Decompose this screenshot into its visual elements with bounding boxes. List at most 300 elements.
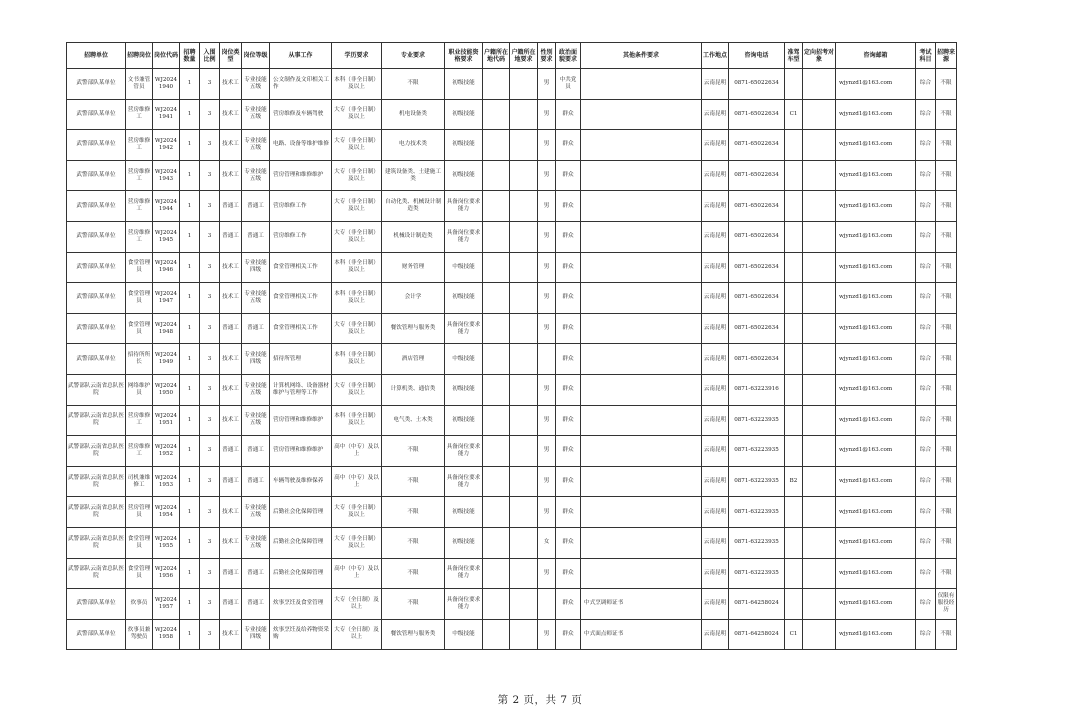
- table-cell: 武警部队云南省总队医院: [67, 527, 126, 558]
- table-cell: [483, 283, 510, 314]
- table-cell: 会计学: [382, 283, 445, 314]
- table-cell: 大专（非全日制）及以上: [332, 374, 382, 405]
- table-cell: 本科（非全日制）及以上: [332, 69, 382, 100]
- table-cell: [803, 283, 836, 314]
- table-cell: [785, 589, 803, 620]
- table-cell: 专业技能四级: [242, 252, 270, 283]
- table-cell: 具备岗位要求能力: [445, 221, 483, 252]
- table-cell: 炊事员兼驾驶员: [126, 619, 153, 650]
- table-cell: 专业技能五级: [242, 69, 270, 100]
- table-row: [67, 558, 957, 589]
- table-cell: [581, 160, 702, 191]
- table-cell: 电力技术类: [382, 130, 445, 161]
- table-cell: B2: [785, 466, 803, 497]
- table-cell: 男: [538, 436, 556, 467]
- table-cell: 男: [538, 191, 556, 222]
- table-cell: 群众: [556, 619, 581, 650]
- table-cell: 1: [180, 160, 200, 191]
- recruitment-table: [66, 42, 957, 650]
- table-cell: 3: [200, 344, 220, 375]
- table-cell: [785, 313, 803, 344]
- table-cell: 男: [538, 466, 556, 497]
- table-cell: 酒店管理: [382, 344, 445, 375]
- table-cell: 大专（非全日制）及以上: [332, 497, 382, 528]
- table-cell: 不限: [936, 69, 957, 100]
- table-cell: [510, 221, 538, 252]
- table-cell: [510, 466, 538, 497]
- table-cell: [785, 283, 803, 314]
- column-header: 岗位代码: [153, 43, 180, 69]
- table-cell: 不限: [936, 466, 957, 497]
- table-cell: 专业技能五级: [242, 160, 270, 191]
- table-cell: [785, 191, 803, 222]
- table-cell: 1: [180, 527, 200, 558]
- table-cell: wjynzd1@163.com: [836, 130, 916, 161]
- table-cell: 男: [538, 313, 556, 344]
- table-cell: [483, 160, 510, 191]
- table-cell: 后勤社会化保障管理: [270, 497, 332, 528]
- table-cell: 武警部队某单位: [67, 191, 126, 222]
- table-cell: [581, 69, 702, 100]
- table-cell: 食堂管理员: [126, 527, 153, 558]
- table-cell: 高中（中专）及以上: [332, 558, 382, 589]
- column-header: 从事工作: [270, 43, 332, 69]
- column-header: 招聘单位: [67, 43, 126, 69]
- table-cell: 技术工: [220, 374, 242, 405]
- table-cell: 3: [200, 252, 220, 283]
- table-cell: 仅限有服役经历: [936, 589, 957, 620]
- table-cell: 招待所管理: [270, 344, 332, 375]
- table-cell: 大专（非全日制）及以上: [332, 99, 382, 130]
- table-cell: 0871-65022634: [729, 69, 785, 100]
- column-header: 岗位类型: [220, 43, 242, 69]
- table-cell: 群众: [556, 160, 581, 191]
- table-cell: [785, 497, 803, 528]
- table-cell: 普通工: [242, 436, 270, 467]
- table-cell: [803, 99, 836, 130]
- table-cell: 食堂管理相关工作: [270, 313, 332, 344]
- table-cell: [510, 589, 538, 620]
- table-cell: 综合: [916, 619, 936, 650]
- table-cell: 0871-65022634: [729, 160, 785, 191]
- table-cell: 云南昆明: [702, 344, 729, 375]
- table-cell: 综合: [916, 99, 936, 130]
- column-header: 入围比例: [200, 43, 220, 69]
- table-cell: 营房管理员: [126, 497, 153, 528]
- table-cell: 3: [200, 283, 220, 314]
- table-cell: 3: [200, 191, 220, 222]
- table-cell: 3: [200, 313, 220, 344]
- table-cell: [510, 436, 538, 467]
- table-cell: 技术工: [220, 69, 242, 100]
- table-cell: 武警部队某单位: [67, 99, 126, 130]
- table-cell: 1: [180, 283, 200, 314]
- table-row: [67, 99, 957, 130]
- table-cell: [785, 436, 803, 467]
- table-cell: 综合: [916, 160, 936, 191]
- table-cell: [510, 344, 538, 375]
- table-cell: 不限: [382, 589, 445, 620]
- table-cell: WJ2024 1943: [153, 160, 180, 191]
- table-cell: 云南昆明: [702, 527, 729, 558]
- table-cell: 大专（非全日制）及以上: [332, 130, 382, 161]
- table-cell: 1: [180, 221, 200, 252]
- table-cell: [510, 130, 538, 161]
- table-cell: 炊事员: [126, 589, 153, 620]
- column-header: 咨询电话: [729, 43, 785, 69]
- table-cell: 0871-63223935: [729, 497, 785, 528]
- table-cell: 武警部队云南省总队医院: [67, 374, 126, 405]
- table-row: [67, 619, 957, 650]
- table-cell: 营房维修及车辆驾驶: [270, 99, 332, 130]
- table-cell: 不限: [936, 374, 957, 405]
- table-cell: [803, 130, 836, 161]
- table-cell: 营房维修工作: [270, 191, 332, 222]
- table-cell: wjynzd1@163.com: [836, 527, 916, 558]
- table-cell: 专业技能五级: [242, 374, 270, 405]
- table-cell: WJ2024 1940: [153, 69, 180, 100]
- table-cell: 本科（非全日制）及以上: [332, 252, 382, 283]
- table-cell: 技术工: [220, 405, 242, 436]
- table-cell: WJ2024 1958: [153, 619, 180, 650]
- table-cell: 初级技能: [445, 283, 483, 314]
- table-cell: 专业技能五级: [242, 405, 270, 436]
- table-cell: 综合: [916, 130, 936, 161]
- table-cell: 1: [180, 99, 200, 130]
- table-cell: 大专（非全日制）及以上: [332, 313, 382, 344]
- table-cell: 炊事烹饪及食堂管理: [270, 589, 332, 620]
- column-header: 定向招考对象: [803, 43, 836, 69]
- table-cell: 云南昆明: [702, 405, 729, 436]
- table-cell: [803, 344, 836, 375]
- table-cell: 招待所所长: [126, 344, 153, 375]
- table-cell: 3: [200, 221, 220, 252]
- table-cell: [483, 252, 510, 283]
- table-cell: 不限: [936, 405, 957, 436]
- column-header: 学历要求: [332, 43, 382, 69]
- table-cell: 武警部队某单位: [67, 252, 126, 283]
- table-cell: 财务管理: [382, 252, 445, 283]
- table-cell: [785, 527, 803, 558]
- table-cell: 云南昆明: [702, 252, 729, 283]
- table-cell: [510, 313, 538, 344]
- table-cell: 3: [200, 558, 220, 589]
- table-cell: [510, 191, 538, 222]
- table-cell: 不限: [382, 69, 445, 100]
- table-cell: 普通工: [220, 313, 242, 344]
- table-cell: 女: [538, 527, 556, 558]
- table-cell: 3: [200, 99, 220, 130]
- table-cell: 综合: [916, 589, 936, 620]
- table-cell: 中级技能: [445, 344, 483, 375]
- table-cell: 普通工: [242, 558, 270, 589]
- table-cell: 云南昆明: [702, 130, 729, 161]
- table-cell: 3: [200, 405, 220, 436]
- table-cell: [785, 344, 803, 375]
- table-cell: 1: [180, 191, 200, 222]
- table-cell: 本科（非全日制）及以上: [332, 283, 382, 314]
- table-cell: 餐饮管理与服务类: [382, 313, 445, 344]
- table-cell: 营房维修工: [126, 221, 153, 252]
- table-cell: [803, 374, 836, 405]
- table-cell: [483, 527, 510, 558]
- table-cell: 普通工: [242, 221, 270, 252]
- table-cell: 0871-65022634: [729, 313, 785, 344]
- table-row: [67, 466, 957, 497]
- table-row: [67, 497, 957, 528]
- table-cell: 群众: [556, 344, 581, 375]
- table-cell: 炊事烹饪及给养物资采购: [270, 619, 332, 650]
- table-cell: [510, 160, 538, 191]
- table-cell: 大专（全日制）及以上: [332, 619, 382, 650]
- table-cell: 初级技能: [445, 99, 483, 130]
- table-cell: 综合: [916, 344, 936, 375]
- table-cell: 云南昆明: [702, 558, 729, 589]
- table-cell: 综合: [916, 69, 936, 100]
- table-cell: WJ2024 1954: [153, 497, 180, 528]
- table-cell: 群众: [556, 283, 581, 314]
- table-row: [67, 221, 957, 252]
- table-cell: wjynzd1@163.com: [836, 99, 916, 130]
- table-cell: 武警部队云南省总队医院: [67, 466, 126, 497]
- table-cell: [510, 283, 538, 314]
- table-cell: C1: [785, 99, 803, 130]
- table-cell: [483, 589, 510, 620]
- table-cell: 初级技能: [445, 497, 483, 528]
- table-cell: wjynzd1@163.com: [836, 221, 916, 252]
- table-cell: WJ2024 1942: [153, 130, 180, 161]
- table-cell: [581, 99, 702, 130]
- table-cell: 云南昆明: [702, 497, 729, 528]
- table-cell: 食堂管理员: [126, 313, 153, 344]
- table-cell: [785, 558, 803, 589]
- table-cell: 综合: [916, 527, 936, 558]
- table-cell: 不限: [936, 436, 957, 467]
- table-cell: WJ2024 1945: [153, 221, 180, 252]
- table-row: [67, 405, 957, 436]
- table-cell: 男: [538, 252, 556, 283]
- table-cell: 司机兼维修工: [126, 466, 153, 497]
- table-cell: 技术工: [220, 283, 242, 314]
- table-cell: 大专（非全日制）及以上: [332, 221, 382, 252]
- table-cell: WJ2024 1947: [153, 283, 180, 314]
- table-cell: 不限: [936, 283, 957, 314]
- table-cell: [581, 283, 702, 314]
- table-cell: 专业技能五级: [242, 527, 270, 558]
- table-cell: 0871-64258024: [729, 589, 785, 620]
- table-cell: [483, 466, 510, 497]
- table-cell: 1: [180, 69, 200, 100]
- table-cell: wjynzd1@163.com: [836, 313, 916, 344]
- table-cell: 大专（非全日制）及以上: [332, 191, 382, 222]
- page-footer: 第 2 页，共 7 页: [497, 694, 583, 706]
- table-cell: [483, 130, 510, 161]
- table-cell: [803, 405, 836, 436]
- table-cell: WJ2024 1952: [153, 436, 180, 467]
- table-cell: 营房维修工: [126, 436, 153, 467]
- table-cell: [510, 252, 538, 283]
- column-header: 招聘岗位: [126, 43, 153, 69]
- table-cell: 武警部队某单位: [67, 619, 126, 650]
- table-cell: 群众: [556, 436, 581, 467]
- table-cell: 餐饮管理与服务类: [382, 619, 445, 650]
- table-cell: [483, 558, 510, 589]
- table-cell: [483, 619, 510, 650]
- table-cell: 文书兼管管员: [126, 69, 153, 100]
- table-cell: 电气类、土木类: [382, 405, 445, 436]
- table-cell: 中级技能: [445, 252, 483, 283]
- table-cell: wjynzd1@163.com: [836, 619, 916, 650]
- table-cell: 群众: [556, 558, 581, 589]
- table-cell: 0871-63223935: [729, 466, 785, 497]
- column-header: 招聘来源: [936, 43, 957, 69]
- table-row: [67, 313, 957, 344]
- column-header: 岗位等级: [242, 43, 270, 69]
- table-cell: 综合: [916, 374, 936, 405]
- table-cell: 高中（中专）及以上: [332, 436, 382, 467]
- table-cell: 云南昆明: [702, 466, 729, 497]
- table-cell: 不限: [936, 619, 957, 650]
- table-cell: 不限: [382, 436, 445, 467]
- table-cell: WJ2024 1950: [153, 374, 180, 405]
- table-cell: 高中（中专）及以上: [332, 466, 382, 497]
- table-cell: 不限: [936, 313, 957, 344]
- table-cell: 3: [200, 527, 220, 558]
- table-cell: [510, 374, 538, 405]
- table-cell: 1: [180, 558, 200, 589]
- table-cell: 不限: [382, 558, 445, 589]
- table-cell: 武警部队某单位: [67, 344, 126, 375]
- table-cell: 3: [200, 374, 220, 405]
- table-cell: [538, 344, 556, 375]
- table-cell: 专业技能五级: [242, 99, 270, 130]
- table-cell: 后勤社会化保障管理: [270, 527, 332, 558]
- table-cell: 普通工: [220, 436, 242, 467]
- table-cell: 计算机网络、设备器材维护与管理等工作: [270, 374, 332, 405]
- table-cell: wjynzd1@163.com: [836, 69, 916, 100]
- table-cell: 不限: [936, 160, 957, 191]
- table-cell: [803, 313, 836, 344]
- table-cell: 3: [200, 130, 220, 161]
- column-header: 户籍所在地代码: [483, 43, 510, 69]
- table-cell: 综合: [916, 466, 936, 497]
- table-cell: 男: [538, 558, 556, 589]
- table-cell: [581, 466, 702, 497]
- table-cell: 群众: [556, 191, 581, 222]
- table-cell: [581, 436, 702, 467]
- table-cell: 初级技能: [445, 160, 483, 191]
- table-cell: 群众: [556, 374, 581, 405]
- table-cell: 男: [538, 497, 556, 528]
- table-cell: 0871-65022634: [729, 252, 785, 283]
- table-row: [67, 436, 957, 467]
- table-cell: [581, 252, 702, 283]
- table-cell: 普通工: [220, 191, 242, 222]
- table-cell: 武警部队云南省总队医院: [67, 436, 126, 467]
- table-cell: [803, 221, 836, 252]
- table-cell: 技术工: [220, 619, 242, 650]
- table-cell: 综合: [916, 252, 936, 283]
- table-cell: [803, 191, 836, 222]
- table-cell: 群众: [556, 221, 581, 252]
- table-cell: 武警部队某单位: [67, 589, 126, 620]
- table-cell: wjynzd1@163.com: [836, 589, 916, 620]
- table-cell: 群众: [556, 313, 581, 344]
- table-cell: [581, 221, 702, 252]
- table-cell: wjynzd1@163.com: [836, 466, 916, 497]
- table-cell: 专业技能五级: [242, 497, 270, 528]
- table-body: [67, 69, 957, 650]
- table-cell: 专业技能四级: [242, 619, 270, 650]
- table-cell: [510, 405, 538, 436]
- table-cell: 公文制作及文印相关工作: [270, 69, 332, 100]
- table-cell: 普通工: [220, 589, 242, 620]
- table-cell: 0871-63223935: [729, 405, 785, 436]
- table-cell: 初级技能: [445, 130, 483, 161]
- table-cell: 武警部队某单位: [67, 130, 126, 161]
- table-cell: [581, 313, 702, 344]
- table-cell: 营房管理和维修维护: [270, 436, 332, 467]
- table-cell: 综合: [916, 497, 936, 528]
- table-cell: WJ2024 1956: [153, 558, 180, 589]
- table-cell: 群众: [556, 130, 581, 161]
- table-cell: [803, 69, 836, 100]
- table-cell: [803, 160, 836, 191]
- table-cell: 本科（非全日制）及以上: [332, 405, 382, 436]
- table-cell: 不限: [936, 344, 957, 375]
- table-cell: 云南昆明: [702, 69, 729, 100]
- table-cell: [581, 405, 702, 436]
- table-cell: 云南昆明: [702, 191, 729, 222]
- table-cell: [510, 619, 538, 650]
- table-cell: 营房维修工: [126, 405, 153, 436]
- table-cell: wjynzd1@163.com: [836, 283, 916, 314]
- table-cell: 0871-65022634: [729, 99, 785, 130]
- table-cell: 普通工: [242, 466, 270, 497]
- table-cell: 群众: [556, 99, 581, 130]
- table-cell: 网络维护员: [126, 374, 153, 405]
- table-cell: 综合: [916, 436, 936, 467]
- table-header-row: [67, 43, 957, 69]
- column-header: 准驾车型: [785, 43, 803, 69]
- table-cell: [785, 69, 803, 100]
- table-cell: 1: [180, 497, 200, 528]
- table-cell: 1: [180, 344, 200, 375]
- table-cell: WJ2024 1941: [153, 99, 180, 130]
- table-cell: 中级技能: [445, 619, 483, 650]
- table-cell: 武警部队某单位: [67, 313, 126, 344]
- table-cell: 不限: [382, 527, 445, 558]
- table-cell: 群众: [556, 405, 581, 436]
- table-cell: 武警部队某单位: [67, 160, 126, 191]
- table-cell: 不限: [936, 497, 957, 528]
- table-cell: 食堂管理员: [126, 283, 153, 314]
- table-cell: 技术工: [220, 99, 242, 130]
- table-cell: 男: [538, 283, 556, 314]
- table-cell: 不限: [382, 466, 445, 497]
- table-cell: 3: [200, 436, 220, 467]
- table-cell: 1: [180, 589, 200, 620]
- table-cell: 3: [200, 160, 220, 191]
- table-cell: WJ2024 1949: [153, 344, 180, 375]
- table-row: [67, 191, 957, 222]
- column-header: 户籍所在地要求: [510, 43, 538, 69]
- table-cell: wjynzd1@163.com: [836, 558, 916, 589]
- table-cell: 营房维修工: [126, 99, 153, 130]
- table-cell: 3: [200, 69, 220, 100]
- table-cell: wjynzd1@163.com: [836, 497, 916, 528]
- table-cell: [785, 252, 803, 283]
